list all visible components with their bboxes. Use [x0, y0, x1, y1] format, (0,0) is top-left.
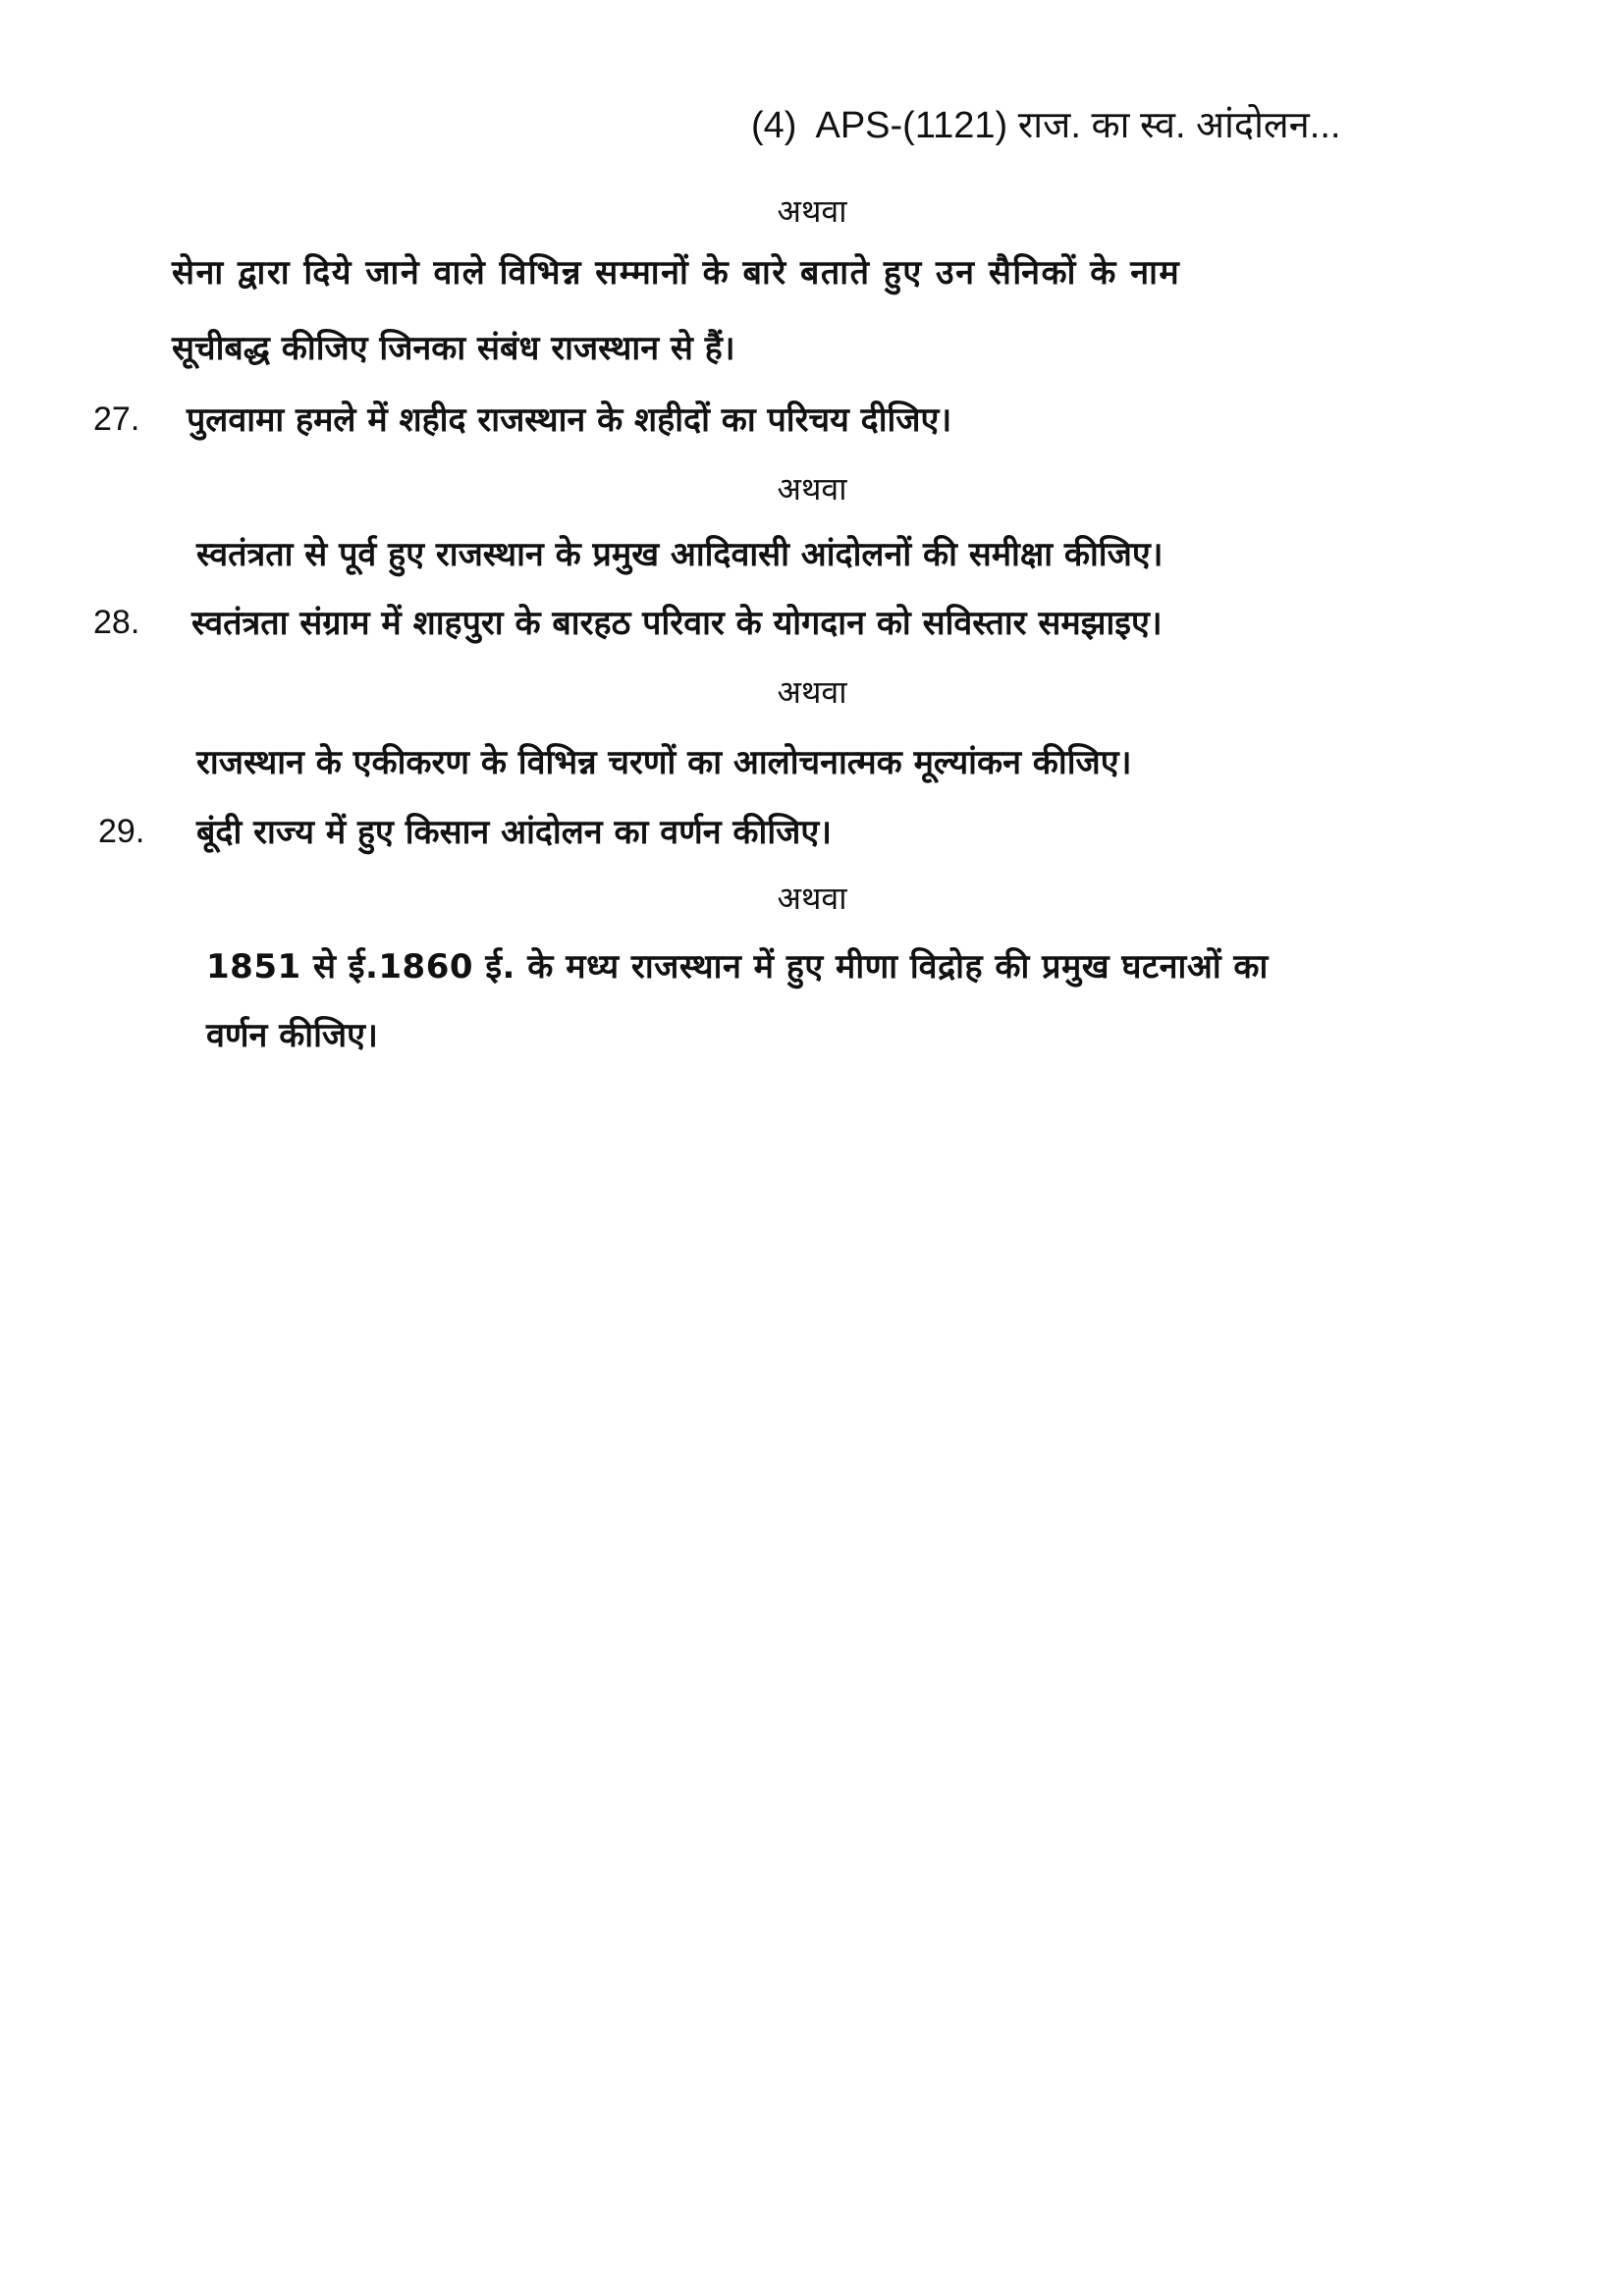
alt-question-26-line2: सूचीबद्ध कीजिए जिनका संबंध राजस्थान से हैं।	[172, 329, 735, 368]
or-label: अथवा	[777, 470, 847, 507]
question-text: बूंदी राज्य में हुए किसान आंदोलन का वर्णन कीजिए।	[196, 813, 833, 852]
page-number: (4)	[751, 105, 797, 146]
paper-code: APS-(1121) राज. का स्व. आंदोलन...	[815, 105, 1341, 146]
question-text: स्वतंत्रता संग्राम में शाहपुरा के बारहठ परिवार के योगदान को सविस्तार समझाइए।	[191, 604, 1163, 643]
alt-question-text-line2: वर्णन कीजिए।	[206, 1016, 378, 1055]
or-label: अथवा	[777, 880, 847, 917]
alt-question-text-line1: 1851 से ई.1860 ई. के मध्य राजस्थान में हुए मीणा विद्रोह की प्रमुख घटनाओं का	[206, 947, 1269, 987]
question-number: 27.	[93, 400, 140, 438]
question-text: पुलवामा हमले में शहीद राजस्थान के शहीदों का परिचय दीजिए।	[187, 400, 952, 440]
alt-question-text: स्वतंत्रता से पूर्व हुए राजस्थान के प्रमुख आदिवासी आंदोलनों की समीक्षा कीजिए।	[196, 535, 1164, 574]
question-number: 28.	[93, 604, 140, 641]
or-label: अथवा	[777, 192, 847, 230]
page-header	[751, 106, 1340, 145]
alt-question-26-line1: सेना द्वारा दिये जाने वाले विभिन्न सम्मानों के बारे बताते हुए उन सैनिकों के नाम	[172, 253, 1181, 293]
alt-question-text: राजस्थान के एकीकरण के विभिन्न चरणों का आलोचनात्मक मूल्यांकन कीजिए।	[196, 743, 1132, 782]
or-label: अथवा	[777, 673, 847, 711]
question-number: 29.	[98, 813, 145, 850]
